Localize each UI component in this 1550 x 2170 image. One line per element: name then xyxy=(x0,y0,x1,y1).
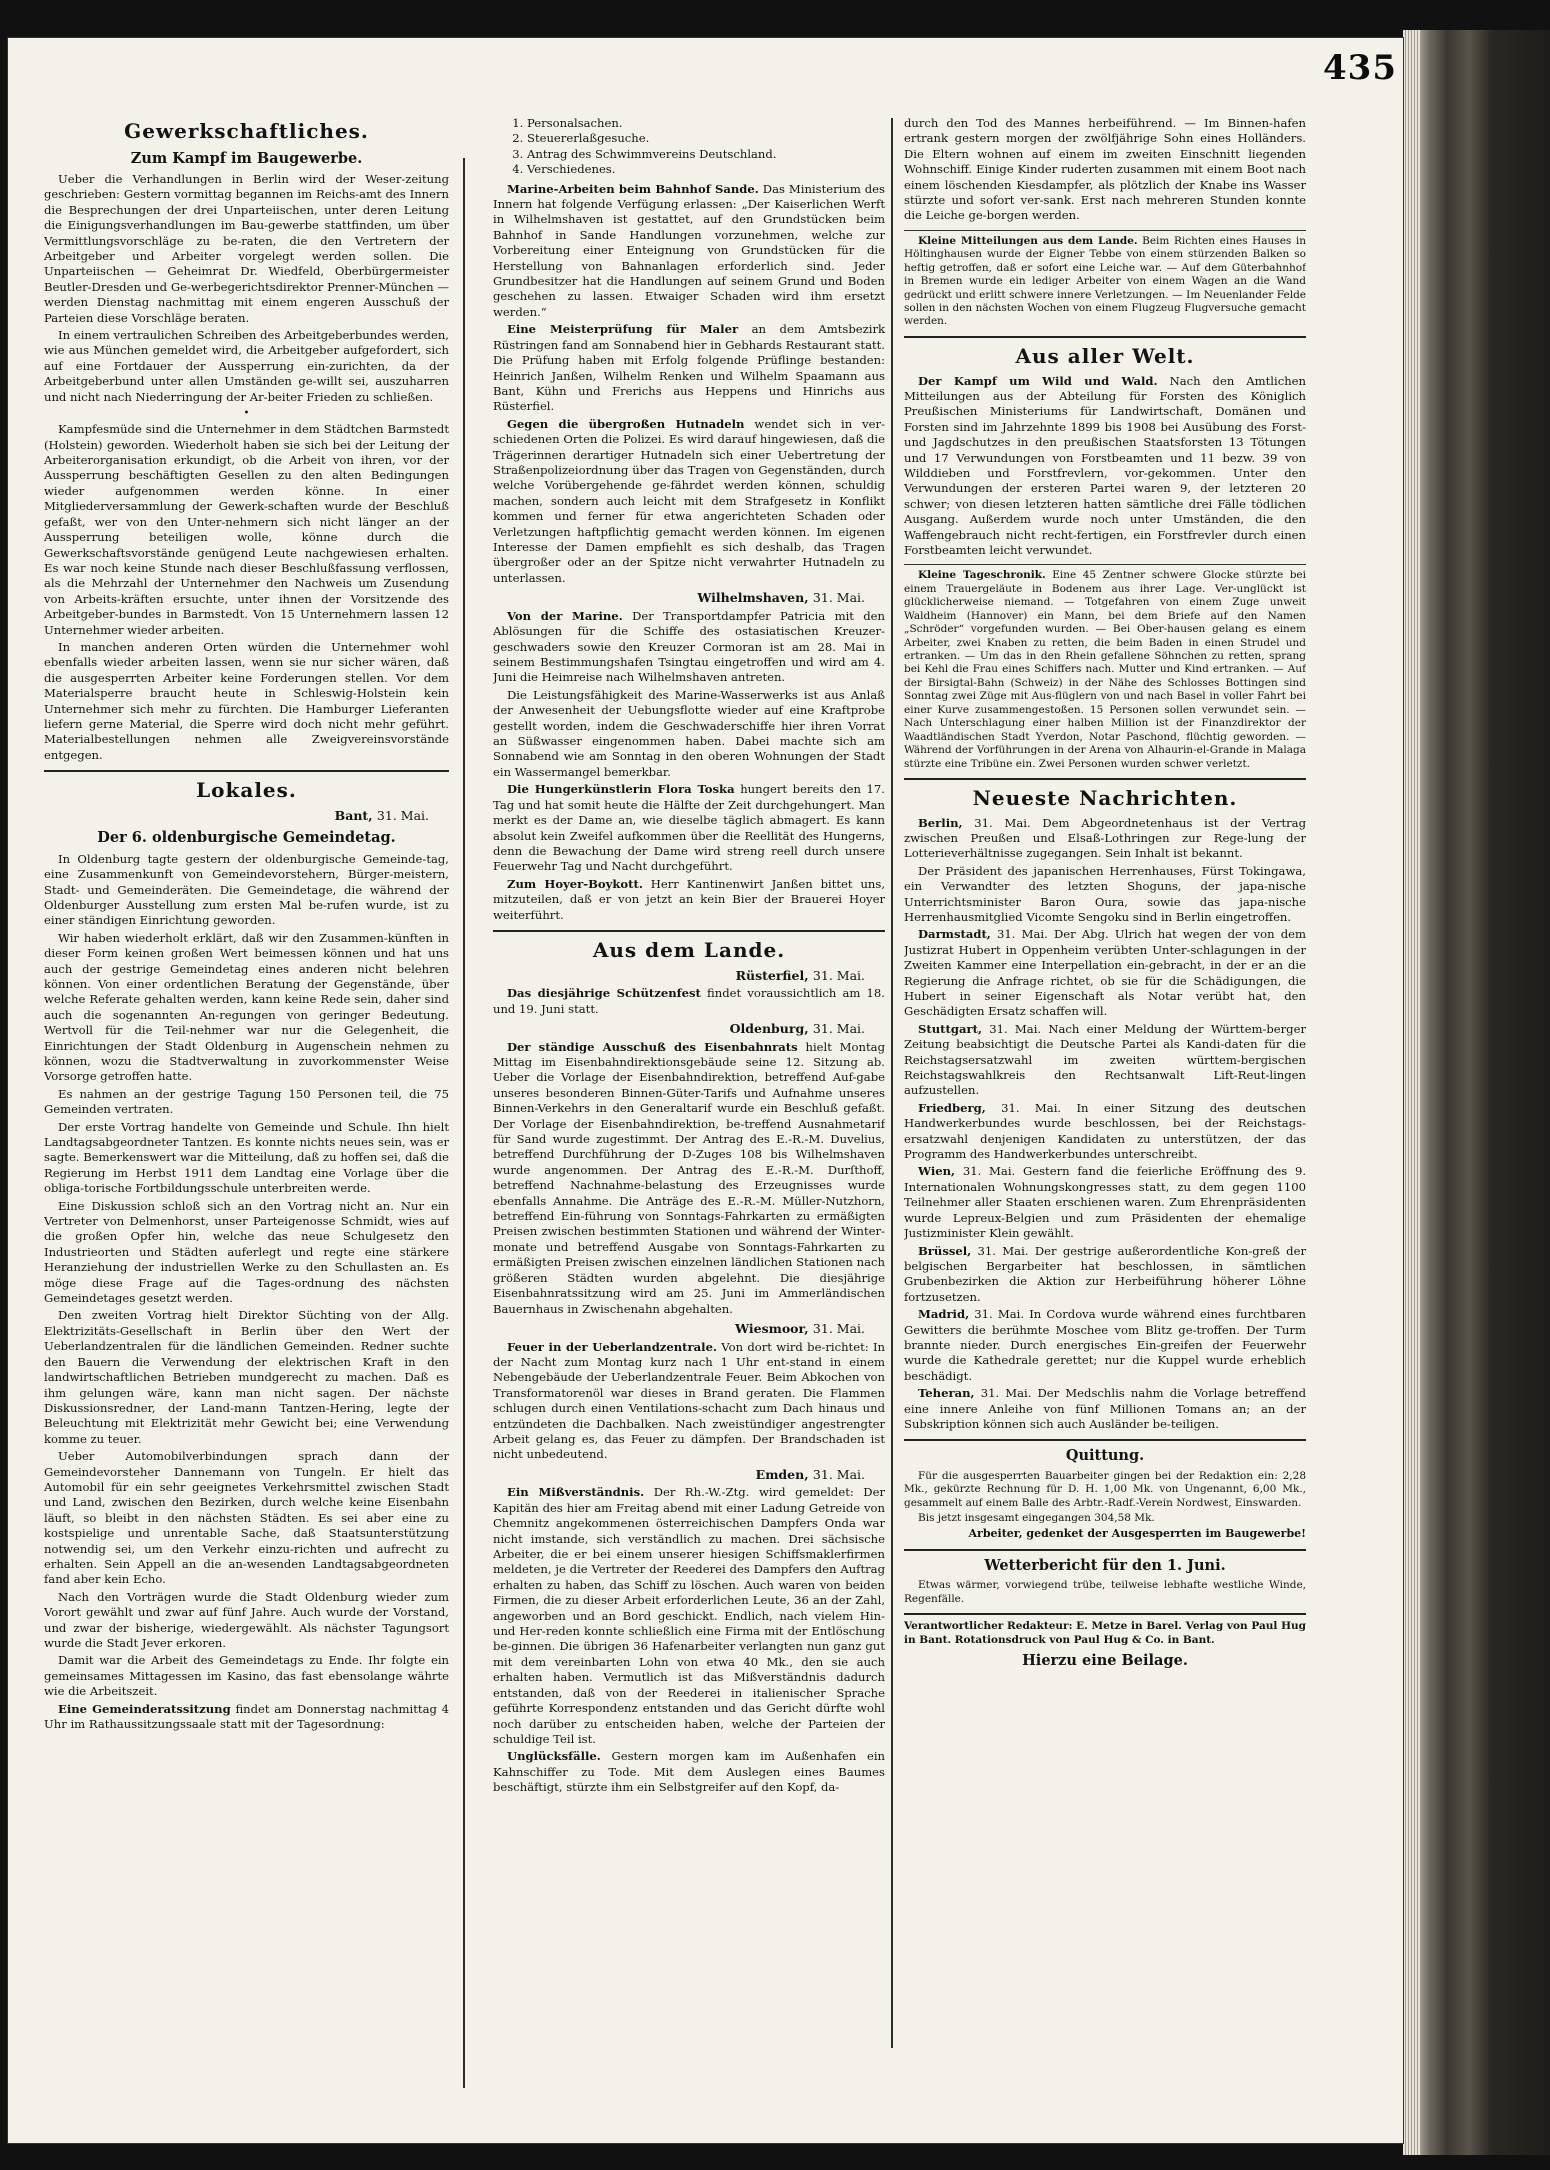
newspaper-page xyxy=(8,38,1403,2143)
article-paragraph xyxy=(493,1485,885,1747)
news-item xyxy=(904,1022,1306,1099)
article-headline: Zum Kampf im Baugewerbe. xyxy=(130,149,363,167)
dateline-date: 31. Mai. xyxy=(974,1307,1025,1322)
news-item xyxy=(904,1386,1306,1432)
dateline-date: 31. Mai. xyxy=(376,807,429,823)
dateline-date: 31. Mai. xyxy=(1001,1100,1062,1115)
article-paragraph: Es nahmen an der gestrige Tagung 150 Personen teil, die 75 Gemeinden vertraten. xyxy=(44,1086,449,1117)
article-paragraph: In manchen anderen Orten würden die Unternehmer wohl ebenfalls wieder arbeiten lassen, wenn sie nur sicher wären, daß die ausgesperrten Arbeiter keine Forderungen stellen. Vor dem Materialsperre braucht heute in Schleswig-Holstein kein Unternehmer sich mehr zu fürchten. Die Hamburger Lieferanten liefern gerne Material, die Sperre wird doch nicht mehr geführt. Materialbestellungen nehmen alle Zweigvereinsvorstände entgegen. xyxy=(44,639,449,762)
article-paragraph xyxy=(493,322,885,414)
agenda-item: 3. Antrag des Schwimmvereins Deutschland. xyxy=(527,147,885,162)
news-text: Nach einer Meldung der Württem-berger Zeitung beabsichtigt die Deutsche Partei als Kandi-daten für die Reichstagsersatzwahl im zweiten württem-bergischen Reichstagswahlkreis den Rechtsanwalt Lift-Reut-lingen aufzustellen. xyxy=(904,1021,1306,1098)
article-paragraph xyxy=(904,374,1306,559)
dateline-date: 31. Mai. xyxy=(977,1243,1029,1258)
paragraph-lead: Die Hungerkünstlerin Flora Toska xyxy=(507,782,735,797)
book-binding xyxy=(1403,30,1550,2155)
separator-dot: • xyxy=(243,407,250,419)
article-paragraph xyxy=(493,182,885,321)
article-paragraph: In einem vertraulichen Schreiben des Arbeitgeberbundes werden, wie aus München gemeldet wird, die Arbeitgeber aufgefordert, sich auf eine Fortdauer der Aussperrung ein-zurichten, da der Arbeitgeberbund unter allen Umständen ge-willt sei, auszuharren und nicht nach Niederringung der Ar-beiter Frieden zu schließen. xyxy=(44,327,449,404)
dateline xyxy=(44,808,429,825)
section-rule xyxy=(493,930,885,932)
page-edges xyxy=(1403,30,1421,2155)
section-rule xyxy=(904,778,1306,780)
article-paragraph: Damit war die Arbeit des Gemeindetags zu Ende. Ihr folgte ein gemeinsames Mittagessen im Kasino, das fast ebensolange währte wie die Arbeitszeit. xyxy=(44,1653,449,1699)
paragraph-text: Von dort wird be-richtet: In der Nacht zum Montag kurz nach 1 Uhr ent-stand in einem Nebengebäude der Ueberlandzentrale Feuer. Beim Abkochen von Transformatorenöl war dieses in Brand geraten. Die Flammen schlugen durch einen Ventilations-schacht zum Dach hinaus und entzündeten die Dachbalken. Nach zweistündiger angestrengter Arbeit gelang es, das Feuer zu dämpfen. Der Brandschaden ist nicht unbedeutend. xyxy=(493,1339,885,1462)
article-paragraph xyxy=(904,569,1306,771)
weather-title: Wetterbericht für den 1. Juni. xyxy=(984,1557,1226,1575)
section-rule xyxy=(904,1549,1306,1551)
section-rule xyxy=(904,336,1306,338)
dateline-place: Teheran, xyxy=(918,1386,975,1401)
paragraph-text: an dem Amtsbezirk Rüstringen fand am Sonnabend hier in Gebhards Restaurant statt. Die Prüfung haben mit Erfolg folgende Prüflinge bestanden: Heinrich Janßen, Wilhelm Renken und Wilhelm Spaamann aus Bant, Kühn und Frerichs aus Heppens und Hinrichs aus Rüsterfiel. xyxy=(493,322,885,414)
news-text: Der gestrige außerordentliche Kon-greß der belgischen Bergarbeiter hat beschlossen, in sämtlichen Grubenbezirken die Aktion zur Herbeiführung höherer Löhne fortzusetzen. xyxy=(904,1243,1306,1304)
news-item xyxy=(904,1307,1306,1384)
news-item xyxy=(904,1101,1306,1163)
agenda-list xyxy=(527,116,885,178)
article-paragraph: Den zweiten Vortrag hielt Direktor Süchting von der Allg. Elektrizitäts-Gesellschaft in Berlin über den Wert der Ueberlandzentralen für die ländlichen Gemeinden. Redner suchte den Bauern die Verwendung der elektrischen Kraft in den landwirtschaftlichen Betrieben mundgerecht zu machen. Daß es ihm gelungen wäre, kann man nicht sagen. Der nächste Diskussionsredner, der Land-mann Tantzen-Hering, legte der Beleuchtung mit Elektrizität mehr Gewicht bei; eine Verwendung komme zu teuer. xyxy=(44,1308,449,1446)
dateline-place: Oldenburg, xyxy=(729,1020,809,1036)
dateline-place: Berlin, xyxy=(918,815,963,830)
section-rule xyxy=(904,564,1306,565)
dateline xyxy=(493,590,865,607)
dateline-place: Wiesmoor, xyxy=(735,1320,809,1336)
dateline xyxy=(493,968,865,985)
article-paragraph: Kampfesmüde sind die Unternehmer in dem Städtchen Barmstedt (Holstein) geworden. Wiederholt haben sie sich bei der Leitung der Arbeiterorganisation erkundigt, ob die Arbeit von ihren, vor der Aussperrung beschäftigten Gesellen zu den alten Bedingungen wieder aufgenommen werden könne. In einer Mitgliederversammlung der Gewerk-schaften wurde der Beschluß gefaßt, wer von den Unter-nehmern sich nicht länger an der Aussperrung beteiligen wolle, könne durch die Gewerkschaftsvorstände genügend Leute nachgewiesen erhalten. Es war noch keine Stunde nach dieser Beschlußfassung verflossen, als die Mehrzahl der Unternehmer den Nachweis um Zusendung von Arbeits-kräften ersuchte, unter ihnen der Vorsitzende des Arbeitgeber-bundes in Barmstedt. Von 15 Unternehmern lassen 12 Unternehmer wieder arbeiten. xyxy=(44,422,449,637)
dateline-place: Friedberg, xyxy=(918,1100,986,1115)
dateline xyxy=(493,1467,865,1484)
column-right xyxy=(904,116,1306,2126)
dateline-place: Madrid, xyxy=(918,1307,970,1322)
column-left xyxy=(44,116,449,2126)
paragraph-text: Beim Richten eines Hauses in Höltinghausen wurde der Eigner Tebbe von einem stürzenden Balken so heftig getroffen, daß er sofort eine Leiche war. — Auf dem Güterbahnhof in Bremen wurde ein lediger Arbeiter von einem Wagen an die Wand gedrückt und erlitt schwere innere Verletzungen. — Im Neuenlander Felde sollen in den nächsten Wochen von einem Flugzeug Flugversuche gemacht werden. xyxy=(904,234,1306,328)
news-item xyxy=(904,1164,1306,1241)
paragraph-text: findet am Donnerstag nachmittag 4 Uhr im Rathaussitzungssaale statt mit der Tagesordnung: xyxy=(44,1701,449,1732)
dateline-place: Emden, xyxy=(755,1466,809,1482)
article-paragraph xyxy=(493,1749,885,1795)
paragraph-text: hielt Montag Mittag im Eisenbahndirektionsgebäude seine 12. Sitzung ab. Ueber die Vorlage der Eisenbahndirektion, betreffend Auf-gabe unseres besonderen Binnen-Güter-Tarifs und Aufnahme unseres Binnen-Verkehrs in den Generaltarif wurde ein Beschluß gefaßt. Der Vorlage der Eisenbahndirektion, be-treffend Ausnahmetarif für Sand wurde zugestimmt. Der Antrag des E.-R.-M. Duvelius, betreffend Durchführung der D-Zuges 108 bis Wilhelmshaven wurde angenommen. Der Antrag des E.-R.-M. Durſthoff, betreffend Nachnahme-belastung des Erzeugnisses wurde ebenfalls Annahme. Die Anträge des E.-R.-M. Müller-Nutzhorn, betreffend Ein-führung von Sonntags-Fahrkarten zu ermäßigten Preisen zwischen bestimmten Stationen und während der Winter-monate und betreffend Ausgabe von Sonntags-Fahrkarten zu ermäßigten Preisen zwischen einzelnen ländlichen Stationen nach größeren Städten wurden abgelehnt. Die diesjährige Eisenbahnratssitzung wird am 25. Juni im Ammerländischen Bauernhaus in Zwischenahn abgehalten. xyxy=(493,1039,885,1316)
dateline-date: 31. Mai. xyxy=(989,1021,1042,1036)
receipt-title: Quittung. xyxy=(1065,1447,1145,1465)
article-paragraph xyxy=(44,1702,449,1733)
dateline-date: 31. Mai. xyxy=(980,1386,1032,1401)
news-item: Der Präsident des japanischen Herrenhauses, Fürst Tokingawa, ein Verwandter des letzten Shoguns, der japa-nische Unterrichtsminister Baron Oura, sowie das japa-nische Herrenhausmitglied Vicomte Sengoku sind in Berlin eingetroffen. xyxy=(904,863,1306,924)
section-title: Aus aller Welt. xyxy=(1015,343,1195,368)
news-item xyxy=(904,816,1306,862)
article-headline: Der 6. oldenburgische Gemeindetag. xyxy=(97,829,396,847)
dateline-date: 31. Mai. xyxy=(812,1320,865,1336)
news-text: Gestern fand die feierliche Eröffnung des 9. Internationalen Wohnungskongresses statt, zu dem gegen 1100 Teilnehmer aller Staaten erschienen waren. Zum Ehrenpräsidenten wurde Lepreux-Belgien und zum Präsidenten der ehemalige Justizminister Klein gewählt. xyxy=(904,1164,1306,1241)
paragraph-lead: Eine Meisterprüfung für Maler xyxy=(507,322,739,337)
section-rule xyxy=(904,1439,1306,1441)
paragraph-text: Gestern morgen kam im Außenhafen ein Kahnschiffer zu Tode. Mit dem Auslegen eines Baumes beschäftigt, stürzte ihm ein Selbstgreifer auf den Kopf, da- xyxy=(493,1749,885,1795)
column-rule xyxy=(463,158,465,2088)
dateline-place: Wien, xyxy=(918,1164,956,1179)
dateline-place: Stuttgart, xyxy=(918,1021,982,1036)
agenda-item: 2. Steuererlaßgesuche. xyxy=(527,131,885,146)
paragraph-lead: Unglücksfälle. xyxy=(507,1749,601,1764)
paragraph-text: Eine 45 Zentner schwere Glocke stürzte bei einem Trauergeläute in Bodenem aus ihrer Lage. Ver-unglückt ist glücklicherweise niemand. — Totgefahren von einem Zuge unweit Waldheim (Hannover) ein Mann, bei dem Briefe auf den Namen „Schröder“ vorgefunden wurden. — Bei Ober-hausen gelang es einem Arbeiter, zwei Knaben zu retten, die beim Baden in einen Strudel und ertranken. — Um das in den Rhein gefallene Söhnchen zu retten, sprang bei Kehl die Frau eines Schiffers nach. Mutter und Kind ertranken. — Auf der Birsigtal-Bahn (Schweiz) in der Nähe des Schlosses Bottingen sind Sonntag zwei Züge mit Aus-flüglern von und nach Basel in voller Fahrt bei einer Kurve zusammengestoßen. 15 Personen sollen verwundet sein. — Nach Unterschlagung einer halben Million ist der Finanzdirektor der Waadtländischen Stadt Yverdon, Notar Paschond, flüchtig geworden. — Während der Vorführungen in der Arena von Alhaurin-el-Grande in Malaga stürzte eine Tribüne ein. Zwei Personen wurden schwer verletzt. xyxy=(904,569,1306,770)
article-paragraph: durch den Tod des Mannes herbeiführend. — Im Binnen-hafen ertrank gestern morgen der zwölfjährige Sohn eines Holländers. Die Eltern wohnen auf einem im zweiten Einschnitt liegenden Wohnschiff. Einige Kinder ruderten zusammen mit einem Boot nach einem löschenden Kiesdampfer, als plötzlich der Knabe ins Wasser stürzte und sofort ver-sank. Erst nach mehreren Stunden konnte die Leiche ge-borgen werden. xyxy=(904,116,1306,223)
dateline-place: Rüsterfiel, xyxy=(735,967,809,983)
agenda-item: 4. Verschiedenes. xyxy=(527,162,885,177)
dateline-date: 31. Mai. xyxy=(812,1466,865,1482)
section-rule xyxy=(904,230,1306,231)
paragraph-text: findet voraussichtlich am 18. und 19. Juni statt. xyxy=(493,986,885,1016)
article-paragraph: Ueber Automobilverbindungen sprach dann der Gemeindevorsteher Dannemann von Tungeln. Er hielt das Automobil für ein sehr geeignetes Verkehrsmittel zwischen Stadt und Land, zwischen den Bezirken, durch welche keine Eisenbahn läuft, so bleibt in den nächsten Städten. Es sei aber eine zu kostspielige und unrentable Sache, daß Staatsunterstützung notwendig sei, um den Verkehr einzu-richten und aufrecht zu erhalten. Sein Appell an die an-wesenden Landtagsabgeordneten fand aber kein Echo. xyxy=(44,1449,449,1587)
section-title: Neueste Nachrichten. xyxy=(972,785,1238,810)
dateline-date: 31. Mai. xyxy=(974,815,1031,830)
section-title: Aus dem Lande. xyxy=(592,937,786,962)
section-title: Lokales. xyxy=(196,778,297,803)
news-text: Der Medschlis nahm die Vorlage betreffend eine innere Anleihe von fünf Millionen Tomans an; an der Subskription können sich auch Ausländer be-teiligen. xyxy=(904,1386,1306,1431)
column-middle xyxy=(493,116,885,2126)
dateline-date: 31. Mai. xyxy=(962,1164,1016,1179)
paragraph-text: wendet sich in ver-schiedenen Orten die Polizei. Es wird darauf hingewiesen, daß die Trägerinnen derartiger Hutnadeln sich einer Uebertretung der Straßenpolizeiordnung über das Tragen von Gegenständen, durch welche Vorübergehende ge-fährdet werden können, schuldig machen, sondern auch leicht mit dem Strafgesetz in Konflikt kommen und ferner für etwa angerichteten Schaden oder Verletzungen haftpflichtig gemacht werden können. Im eigenen Interesse der Damen empfiehlt es sich deshalb, das Tragen übergroßer oder an der Spitze nicht verwahrter Hutnadeln zu unterlassen. xyxy=(493,416,885,585)
article-paragraph xyxy=(493,609,885,686)
paragraph-lead: Kleine Mitteilungen aus dem Lande. xyxy=(918,234,1138,247)
news-text: In Cordova wurde während eines furchtbaren Gewitters die berühmte Moschee vom Blitz ge-troffen. Der Turm brannte nieder. Durch energisches Ein-greifen der Feuerwehr wurde die Kathedrale gerettet; nur die Kuppel wurde erheblich beschädigt. xyxy=(904,1307,1306,1383)
paragraph-text: Nach den Amtlichen Mitteilungen aus der Abteilung für Forsten des Königlich Preußischen Ministeriums für Landwirtschaft, Domänen und Forsten sind im Jahrzehnte 1899 bis 1908 bei Ausübung des Forst- und Jagdschutzes in den preußischen Staatsforsten 13 Tötungen und 17 Verwundungen von Forstbeamten und 11 bezw. 39 von Wilddieben und Forstfrevlern, vor-gekommen. Unter den Verwundungen der ersteren Partei waren 9, der letzteren 20 schwer; von diesen letzteren hatten sämtliche drei Fälle tödlichen Ausgang. Außerdem wurde noch unter Umständen, die den Waffengebrauch nicht recht-fertigen, ein Forstfrevler durch einen Forstbeamten leicht verwundet. xyxy=(904,373,1306,557)
paragraph-lead: Das diesjährige Schützenfest xyxy=(507,986,701,1001)
paragraph-text: Herr Kantinenwirt Janßen bittet uns, mitzuteilen, daß er von jetzt an kein Bier der Brauerei Hoyer weiterführt. xyxy=(493,876,885,922)
news-item xyxy=(904,927,1306,1019)
dateline xyxy=(493,1021,865,1038)
article-paragraph xyxy=(904,235,1306,329)
dateline-place: Brüssel, xyxy=(918,1243,972,1258)
paragraph-lead: Zum Hoyer-Boykott. xyxy=(507,876,643,891)
paragraph-lead: Marine-Arbeiten beim Bahnhof Sande. xyxy=(507,181,759,196)
article-paragraph xyxy=(493,1340,885,1463)
article-paragraph: Nach den Vorträgen wurde die Stadt Oldenburg wieder zum Vorort gewählt und zwar auf fünf Jahre. Auch wurde der Vorstand, und zwar der bisherige, wiedergewählt. Als nächster Tagungsort wurde die Stadt Jever erkoren. xyxy=(44,1589,449,1651)
paragraph-text: Das Ministerium des Innern hat folgende Verfügung erlassen: „Der Kaiserlichen Werft in Wilhelmshaven ist gestattet, auf den Grundstücken beim Bahnhof in Sande Handlungen vorzunehmen, welche zur Vorbereitung einer Enteignung von Grundstücken für die Herstellung von Bahnanlagen erforderlich sind. Jeder Grundbesitzer hat die Handlungen auf seinem Grund und Boden geschehen zu lassen. Etwaiger Schaden wird ihm ersetzt werden.“ xyxy=(493,181,885,319)
section-title: Gewerkschaftliches. xyxy=(124,119,369,143)
paragraph-lead: Der Kampf um Wild und Wald. xyxy=(918,373,1158,388)
article-paragraph xyxy=(493,782,885,874)
section-rule xyxy=(904,1613,1306,1615)
dateline-place: Darmstadt, xyxy=(918,927,991,942)
section-rule xyxy=(44,770,449,772)
dateline-date: 31. Mai. xyxy=(812,967,865,983)
news-text: In einer Sitzung des deutschen Handwerkerbundes wurde beschlossen, bei der Reichstags-ersatzwahl denjenigen Kandidaten zu unterstützen, der das Programm des Handwerkerbundes unterschreibt. xyxy=(904,1100,1306,1162)
dateline xyxy=(493,1321,865,1338)
receipt-total: Bis jetzt insgesamt eingegangen 304,58 Mk. xyxy=(918,1511,1155,1524)
paragraph-lead: Kleine Tageschronik. xyxy=(918,569,1046,582)
paragraph-lead: Eine Gemeinderatssitzung xyxy=(58,1701,231,1716)
supplement-note: Hierzu eine Beilage. xyxy=(1022,1652,1188,1670)
dateline-date: 31. Mai. xyxy=(812,1020,865,1036)
imprint: Verantwortlicher Redakteur: E. Metze in Barel. Verlag von Paul Hug in Bant. Rotationsdruck von Paul Hug & Co. in Bant. xyxy=(904,1620,1306,1646)
paragraph-lead: Der ständige Ausschuß des Eisenbahnrats xyxy=(507,1039,798,1054)
article-paragraph xyxy=(493,417,885,586)
article-paragraph: Der erste Vortrag handelte von Gemeinde und Schule. Ihn hielt Landtagsabgeordneter Tantzen. Es konnte nichts neues sein, was er sagte. Bemerkenswert war die Mitteilung, daß zu hoffen sei, daß die Regierung im Herbst 1911 dem Landtag eine Vorlage über die obliga-torische Fortbildungsschule unterbreiten werde. xyxy=(44,1119,449,1196)
dateline-place: Wilhelmshaven, xyxy=(697,590,809,606)
news-item xyxy=(904,1244,1306,1306)
paragraph-lead: Gegen die übergroßen Hutnadeln xyxy=(507,416,745,431)
paragraph-text: hungert bereits den 17. Tag und hat somit heute die Hälfte der Zeit durchgehungert. Man merkt es der Dame an, wie dieselbe täglich abmagert. Es kann absolut kein Zweifel aufkommen über die Reellität des Hungerns, denn die Bewachung der Dame wird streng reell durch unsere Feuerwehr Tag und Nacht durchgeführt. xyxy=(493,782,885,874)
article-paragraph: Die Leistungsfähigkeit des Marine-Wasserwerks ist aus Anlaß der Anwesenheit der Uebungsflotte wieder auf eine Kraftprobe gestellt worden, indem die Geschwaderschiffe hier ihren Vorrat an Süßwasser eingenommen haben. Dabei machte sich am Sonnabend wie am Sonntag in den oberen Wohnungen der Stadt ein Wassermangel bemerkbar. xyxy=(493,687,885,779)
dateline-place: Bant, xyxy=(334,807,373,823)
column-rule xyxy=(891,118,893,2048)
article-paragraph: Ueber die Verhandlungen in Berlin wird der Weser-zeitung geschrieben: Gestern vormittag begannen im Reichs-amt des Innern die Besprechungen der drei Unparteiischen, unter deren Leitung die Einigungsverhandlungen im Bau-gewerbe stattfinden, um über Vermittlungsvorschläge zu be-raten, die den Vertretern der Arbeitgeber und Arbeiter vorgelegt werden sollen. Die Unparteiischen — Geheimrat Dr. Wiedfeld, Oberbürgermeister Beutler-Dresden und Ge-werbegerichtsdirektor Prenner-München — werden Dienstag nachmittag mit einem engeren Ausschuß der Parteien diese Vorschläge beraten. xyxy=(44,171,449,325)
receipt-text: Für die ausgesperrten Bauarbeiter gingen bei der Redaktion ein: 2,28 Mk., gekürzte Rechnung für D. H. 1,00 Mk. von Ungenannt, 6,00 Mk., gesammelt auf einem Balle des Arbtr.-Radf.-Verein Nordwest, Einswarden. xyxy=(904,1469,1306,1509)
article-paragraph: In Oldenburg tagte gestern der oldenburgische Gemeinde-tag, eine Zusammenkunft von Gemeindevorstehern, Bürger-meistern, Stadt- und Gemeinderäten. Die Gemeindetage, die während der Oldenburger Ausstellung zum ersten Mal be-rufen wurde, ist zu einer ständigen Einrichtung geworden. xyxy=(44,851,449,928)
article-paragraph xyxy=(493,986,885,1017)
agenda-item: 1. Personalsachen. xyxy=(527,116,885,131)
article-paragraph: Eine Diskussion schloß sich an den Vortrag nicht an. Nur ein Vertreter von Delmenhorst, unser Parteigenosse Schmidt, wies auf die großen Opfer hin, welche das neue Schulgesetz den Industrieorten und Städten auferlegt und regte eine stärkere Heranziehung der industriellen Werke zu den Schullasten an. Es möge diese Frage auf die Tages-ordnung des nächsten Gemeindetages gesetzt werden. xyxy=(44,1198,449,1306)
article-paragraph xyxy=(493,877,885,923)
article-paragraph xyxy=(493,1040,885,1317)
paragraph-text: Der Transportdampfer Patricia mit den Ablösungen für die Schiffe des ostasiatischen Kreuzer-geschwaders sowie den Kreuzer Cormoran ist am 28. Mai in seinem Bestimmungshafen Tsingtau eingetroffen und wird am 4. Juni die Heimreise nach Wilhelmshaven antreten. xyxy=(493,608,885,685)
appeal-note: Arbeiter, gedenket der Ausgesperrten im Baugewerbe! xyxy=(968,1527,1306,1541)
paragraph-lead: Von der Marine. xyxy=(507,608,623,623)
article-paragraph: Wir haben wiederholt erklärt, daß wir den Zusammen-künften in dieser Form keinen großen Wert beimessen können und hat uns auch der gestrige Gemeindetag eines anderen nicht belehren können. Von einer ordentlichen Beratung der Gegenstände, über welche Referate gehalten werden, kann keine Rede sein, daher sind auch die sogenannten An-regungen von geringer Bedeutung. Wertvoll für die Teil-nehmer war nur die Gelegenheit, die Einrichtungen der Stadt Oldenburg in Augenschein nehmen zu können, wozu die Stadtverwaltung in zuvorkommenster Weise Vorsorge getroffen hatte. xyxy=(44,930,449,1084)
weather-text: Etwas wärmer, vorwiegend trübe, teilweise lebhafte westliche Winde, Regenfälle. xyxy=(904,1579,1306,1605)
news-text: Dem Abgeordnetenhaus ist der Vertrag zwischen Preußen und Elsaß-Lothringen zur Rege-lung der Lotterieverhältnisse zugegangen. Sein Inhalt ist bekannt. xyxy=(904,815,1306,861)
paragraph-text: Der Rh.-W.-Ztg. wird gemeldet: Der Kapitän des hier am Freitag abend mit einer Ladung Getreide von Chemnitz angekommenen österreichischen Dampfers Onda war nicht imstande, sich verständlich zu machen. Drei sächsische Arbeiter, die er bei einem unserer hiesigen Schiffsmaklerfirmen meldeten, je die Vertreter der Reederei des Dampfers den Auftrag erhalten zu haben, das Schiff zu löschen. Auch waren von beiden Firmen, die zu dieser Arbeit erforderlichen Leute, 36 an der Zahl, angeworben und an Bord geschickt. Endlich, nach vielem Hin- und Her-reden konnte schließlich eine Firma mit der Entlöschung be-ginnen. Die übrigen 36 Hafenarbeiter verlangten nun ganz gut mit dem vereinbarten Lohn von etwa 40 Mk., den sie auch erhalten haben. Vermutlich ist das Mißverständnis dadurch entstanden, daß von der Reederei in italienischer Sprache geführte Korrespondenz entstanden und das Gericht dürfte wohl noch darüber zu entscheiden haben, welche der Parteien der schuldige Teil ist. xyxy=(493,1485,885,1746)
dateline-date: 31. Mai. xyxy=(997,927,1048,942)
paragraph-lead: Feuer in der Ueberlandzentrale. xyxy=(507,1339,717,1354)
news-text: Der Abg. Ulrich hat wegen der von dem Justizrat Hubert in Oppenheim verübten Unter-schlagungen in der Zweiten Kammer eine Interpellation ein-gebracht, in der er an die Regierung die Anfrage richtet, ob sie für die Schädigungen, die Hubert in seiner Eigenschaft als Notar verübt hat, den Geschädigten Ersatz schaffen will. xyxy=(904,927,1306,1019)
dateline-date: 31. Mai. xyxy=(812,590,865,606)
paragraph-lead: Ein Mißverständnis. xyxy=(507,1485,645,1500)
page-number: 435 xyxy=(1323,48,1397,88)
